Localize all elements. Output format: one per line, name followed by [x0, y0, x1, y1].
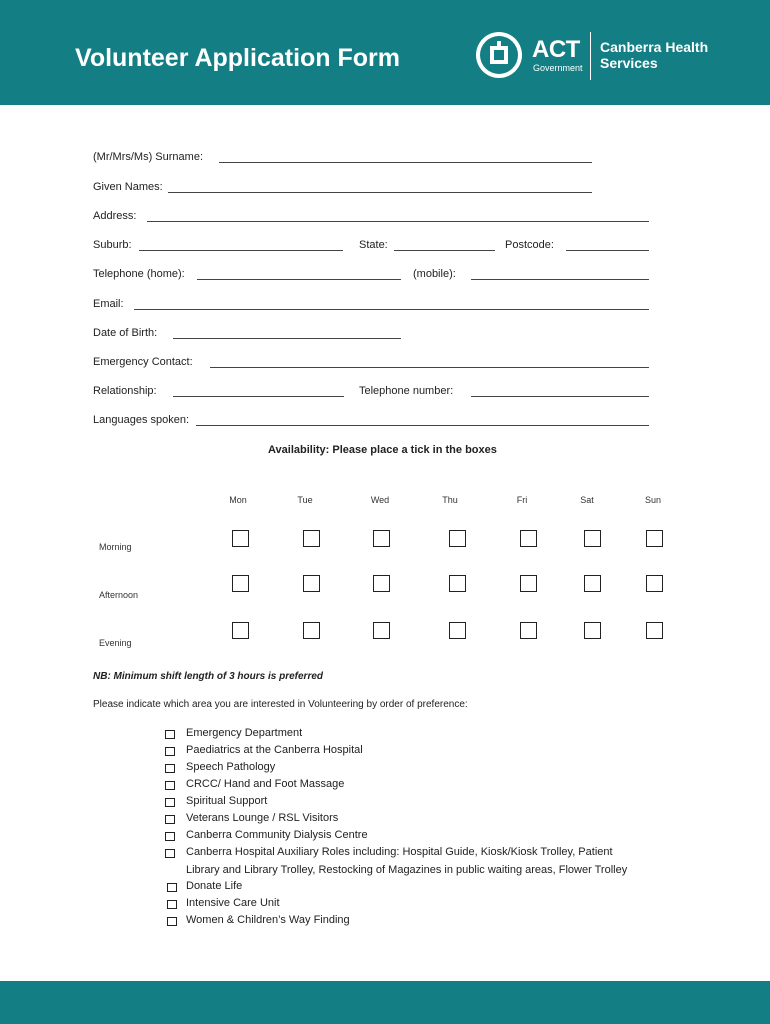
day-header-sat: Sat — [580, 495, 594, 505]
checkbox-evening-thu[interactable] — [449, 622, 466, 639]
act-crest-logo — [474, 30, 524, 80]
checkbox-afternoon-sat[interactable] — [584, 575, 601, 592]
checkbox-evening-wed[interactable] — [373, 622, 390, 639]
preference-checkbox[interactable] — [167, 900, 177, 909]
government-logo-text: Government — [533, 63, 583, 73]
checkbox-afternoon-wed[interactable] — [373, 575, 390, 592]
languages-label: Languages spoken: — [93, 414, 190, 426]
preference-item-label: Canberra Community Dialysis Centre — [186, 829, 368, 841]
preference-checkbox[interactable] — [165, 764, 175, 773]
page-footer — [0, 981, 770, 1024]
preference-intro: Please indicate which area you are interested in Volunteering by order of preference: — [93, 699, 468, 710]
logo-divider — [590, 32, 591, 80]
address-label: Address: — [93, 210, 137, 222]
checkbox-evening-sun[interactable] — [646, 622, 663, 639]
slot-label-evening: Evening — [99, 638, 132, 648]
mobile-label: (mobile): — [413, 268, 456, 280]
email-label: Email: — [93, 298, 124, 310]
preference-item-label: Speech Pathology — [186, 761, 276, 773]
chs-logo-line2: Services — [600, 55, 658, 71]
dob-field[interactable] — [173, 338, 401, 339]
preference-checkbox[interactable] — [165, 798, 175, 807]
preference-checkbox[interactable] — [165, 747, 175, 756]
preference-checkbox[interactable] — [167, 883, 177, 892]
preference-item-label: Women & Children’s Way Finding — [186, 914, 350, 926]
shift-note: NB: Minimum shift length of 3 hours is preferred — [93, 671, 324, 682]
checkbox-afternoon-thu[interactable] — [449, 575, 466, 592]
checkbox-evening-tue[interactable] — [303, 622, 320, 639]
telephone-number-label: Telephone number: — [359, 385, 454, 397]
checkbox-afternoon-mon[interactable] — [232, 575, 249, 592]
chs-logo-line1: Canberra Health — [600, 39, 709, 55]
state-label: State: — [359, 239, 388, 251]
preference-item-label: CRCC/ Hand and Foot Massage — [186, 778, 345, 790]
day-header-tue: Tue — [297, 495, 313, 505]
day-header-fri: Fri — [516, 495, 528, 505]
day-header-mon: Mon — [229, 495, 247, 505]
preference-checkbox[interactable] — [165, 730, 175, 739]
preference-item-label: Donate Life — [186, 880, 243, 892]
given-names-label: Given Names: — [93, 181, 163, 193]
preference-checkbox[interactable] — [165, 781, 175, 790]
languages-field[interactable] — [196, 425, 649, 426]
given-names-field[interactable] — [168, 192, 592, 193]
preference-item-label: Intensive Care Unit — [186, 897, 280, 909]
mobile-field[interactable] — [471, 279, 649, 280]
telephone-number-field[interactable] — [471, 396, 649, 397]
checkbox-evening-sat[interactable] — [584, 622, 601, 639]
day-header-wed: Wed — [370, 495, 390, 505]
surname-label: (Mr/Mrs/Ms) Surname: — [93, 151, 203, 163]
postcode-label: Postcode: — [505, 239, 554, 251]
relationship-label: Relationship: — [93, 385, 157, 397]
checkbox-afternoon-sun[interactable] — [646, 575, 663, 592]
preference-item-label: Paediatrics at the Canberra Hospital — [186, 744, 363, 756]
checkbox-morning-thu[interactable] — [449, 530, 466, 547]
page-title: Volunteer Application Form — [75, 44, 401, 72]
checkbox-morning-fri[interactable] — [520, 530, 537, 547]
suburb-label: Suburb: — [93, 239, 132, 251]
preference-checkbox[interactable] — [167, 917, 177, 926]
checkbox-evening-mon[interactable] — [232, 622, 249, 639]
preference-item-label: Library and Library Trolley, Restocking of Magazines in public waiting areas, Flower Trolley — [186, 864, 628, 876]
preference-checkbox[interactable] — [165, 832, 175, 841]
emergency-contact-field[interactable] — [210, 367, 649, 368]
act-logo-text: ACT — [532, 36, 580, 63]
telephone-home-field[interactable] — [197, 279, 401, 280]
address-field[interactable] — [147, 221, 649, 222]
state-field[interactable] — [394, 250, 495, 251]
preference-item-label: Spiritual Support — [186, 795, 268, 807]
checkbox-morning-mon[interactable] — [232, 530, 249, 547]
checkbox-morning-sat[interactable] — [584, 530, 601, 547]
telephone-home-label: Telephone (home): — [93, 268, 185, 280]
surname-field[interactable] — [219, 162, 592, 163]
checkbox-morning-wed[interactable] — [373, 530, 390, 547]
availability-heading: Availability: Please place a tick in the boxes — [268, 444, 497, 456]
emergency-contact-label: Emergency Contact: — [93, 356, 193, 368]
day-header-sun: Sun — [644, 495, 661, 505]
checkbox-morning-sun[interactable] — [646, 530, 663, 547]
checkbox-afternoon-tue[interactable] — [303, 575, 320, 592]
suburb-field[interactable] — [139, 250, 343, 251]
relationship-field[interactable] — [173, 396, 344, 397]
preference-checkbox[interactable] — [165, 815, 175, 824]
checkbox-morning-tue[interactable] — [303, 530, 320, 547]
preference-item-label: Veterans Lounge / RSL Visitors — [186, 812, 339, 824]
preference-item-label: Emergency Department — [186, 727, 303, 739]
dob-label: Date of Birth: — [93, 327, 158, 339]
slot-label-afternoon: Afternoon — [99, 590, 139, 600]
day-header-thu: Thu — [442, 495, 458, 505]
preference-item-label: Canberra Hospital Auxiliary Roles including: Hospital Guide, Kiosk/Kiosk Trolley, Patient — [186, 846, 613, 858]
postcode-field[interactable] — [566, 250, 649, 251]
email-field[interactable] — [134, 309, 649, 310]
slot-label-morning: Morning — [99, 542, 132, 552]
checkbox-afternoon-fri[interactable] — [520, 575, 537, 592]
preference-checkbox[interactable] — [165, 849, 175, 858]
checkbox-evening-fri[interactable] — [520, 622, 537, 639]
